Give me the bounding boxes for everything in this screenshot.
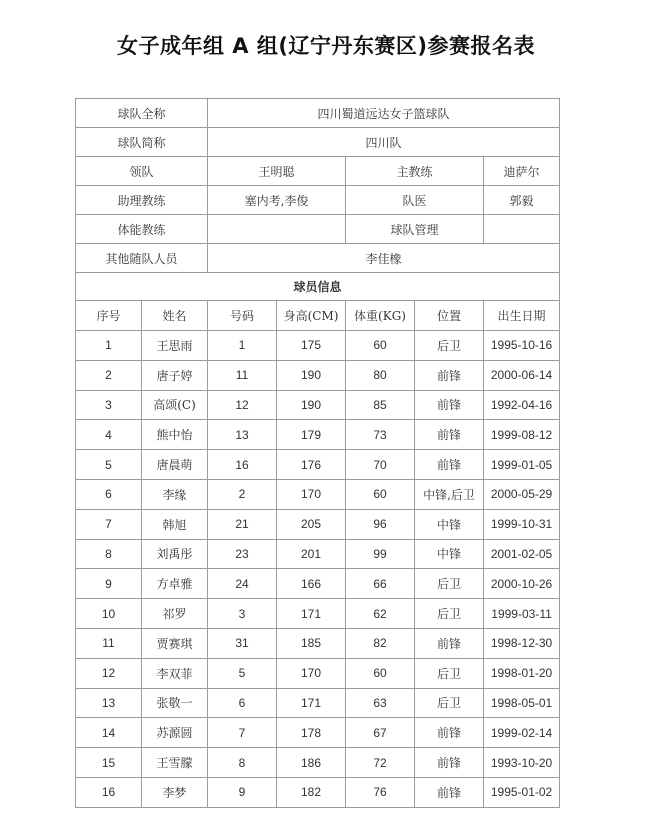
player-position: 前锋	[415, 360, 484, 390]
column-header-row	[76, 301, 560, 331]
player-number: 16	[208, 450, 277, 480]
player-index: 13	[76, 688, 142, 718]
player-height: 170	[277, 658, 346, 688]
player-height: 185	[277, 628, 346, 658]
player-birth-date: 1999-02-14	[484, 718, 560, 748]
player-position: 前锋	[415, 420, 484, 450]
leader-label: 领队	[76, 157, 208, 186]
player-name: 王思雨	[142, 331, 208, 361]
player-position: 前锋	[415, 777, 484, 807]
player-number: 7	[208, 718, 277, 748]
player-weight: 76	[346, 777, 415, 807]
registration-table	[75, 98, 560, 808]
player-height: 170	[277, 479, 346, 509]
row-full-name	[76, 99, 560, 128]
player-number: 23	[208, 539, 277, 569]
player-number: 31	[208, 628, 277, 658]
table-row	[76, 509, 560, 539]
player-height: 176	[277, 450, 346, 480]
player-weight: 82	[346, 628, 415, 658]
table-row	[76, 688, 560, 718]
section-title: 球员信息	[76, 273, 560, 301]
table-row	[76, 331, 560, 361]
table-row	[76, 569, 560, 599]
player-index: 1	[76, 331, 142, 361]
player-position: 前锋	[415, 748, 484, 778]
player-birth-date: 1999-03-11	[484, 599, 560, 629]
table-row	[76, 479, 560, 509]
player-name: 李双菲	[142, 658, 208, 688]
player-weight: 96	[346, 509, 415, 539]
player-number: 12	[208, 390, 277, 420]
player-name: 方卓雅	[142, 569, 208, 599]
player-index: 2	[76, 360, 142, 390]
player-birth-date: 2000-10-26	[484, 569, 560, 599]
player-birth-date: 2000-06-14	[484, 360, 560, 390]
player-name: 高颂(C)	[142, 390, 208, 420]
full-name-label: 球队全称	[76, 99, 208, 128]
row-assistant	[76, 186, 560, 215]
player-position: 前锋	[415, 628, 484, 658]
row-fitness	[76, 215, 560, 244]
table-row	[76, 599, 560, 629]
row-leader	[76, 157, 560, 186]
table-row	[76, 628, 560, 658]
column-header: 号码	[208, 301, 277, 331]
table-row	[76, 420, 560, 450]
player-index: 4	[76, 420, 142, 450]
player-position: 前锋	[415, 390, 484, 420]
player-index: 14	[76, 718, 142, 748]
table-row	[76, 360, 560, 390]
player-number: 5	[208, 658, 277, 688]
doctor-label: 队医	[346, 186, 484, 215]
player-index: 15	[76, 748, 142, 778]
player-birth-date: 1998-05-01	[484, 688, 560, 718]
player-index: 11	[76, 628, 142, 658]
player-birth-date: 2001-02-05	[484, 539, 560, 569]
player-weight: 60	[346, 331, 415, 361]
player-index: 5	[76, 450, 142, 480]
player-height: 178	[277, 718, 346, 748]
player-name: 张敬一	[142, 688, 208, 718]
leader-value: 王明聪	[208, 157, 346, 186]
player-number: 3	[208, 599, 277, 629]
doctor-value: 郭毅	[484, 186, 560, 215]
table-row	[76, 748, 560, 778]
player-name: 唐子婷	[142, 360, 208, 390]
assistant-value: 塞内考,李俊	[208, 186, 346, 215]
manager-label: 球队管理	[346, 215, 484, 244]
column-header: 身高(CM)	[277, 301, 346, 331]
player-birth-date: 1999-10-31	[484, 509, 560, 539]
player-position: 中锋	[415, 509, 484, 539]
player-number: 11	[208, 360, 277, 390]
player-number: 9	[208, 777, 277, 807]
fitness-label: 体能教练	[76, 215, 208, 244]
player-name: 王雪朦	[142, 748, 208, 778]
row-section-title	[76, 273, 560, 301]
player-number: 13	[208, 420, 277, 450]
player-name: 刘禹彤	[142, 539, 208, 569]
player-name: 李缘	[142, 479, 208, 509]
row-others	[76, 244, 560, 273]
player-height: 205	[277, 509, 346, 539]
player-height: 182	[277, 777, 346, 807]
assistant-label: 助理教练	[76, 186, 208, 215]
player-height: 166	[277, 569, 346, 599]
head-coach-label: 主教练	[346, 157, 484, 186]
player-position: 后卫	[415, 658, 484, 688]
player-index: 9	[76, 569, 142, 599]
column-header: 序号	[76, 301, 142, 331]
player-position: 后卫	[415, 599, 484, 629]
table-row	[76, 718, 560, 748]
player-weight: 70	[346, 450, 415, 480]
fitness-value	[208, 215, 346, 244]
player-weight: 66	[346, 569, 415, 599]
player-position: 后卫	[415, 569, 484, 599]
head-coach-value: 迪萨尔	[484, 157, 560, 186]
manager-value	[484, 215, 560, 244]
table-row	[76, 658, 560, 688]
player-name: 韩旭	[142, 509, 208, 539]
player-birth-date: 2000-05-29	[484, 479, 560, 509]
table-row	[76, 390, 560, 420]
player-name: 苏源圆	[142, 718, 208, 748]
player-name: 熊中怡	[142, 420, 208, 450]
player-birth-date: 1998-12-30	[484, 628, 560, 658]
player-weight: 72	[346, 748, 415, 778]
player-position: 后卫	[415, 331, 484, 361]
table-body	[76, 99, 560, 808]
player-weight: 73	[346, 420, 415, 450]
player-birth-date: 1995-01-02	[484, 777, 560, 807]
player-index: 3	[76, 390, 142, 420]
player-weight: 62	[346, 599, 415, 629]
player-weight: 99	[346, 539, 415, 569]
player-weight: 60	[346, 479, 415, 509]
player-position: 中锋,后卫	[415, 479, 484, 509]
column-header: 出生日期	[484, 301, 560, 331]
row-short-name	[76, 128, 560, 157]
player-weight: 85	[346, 390, 415, 420]
table-row	[76, 450, 560, 480]
player-name: 贾赛琪	[142, 628, 208, 658]
player-index: 12	[76, 658, 142, 688]
player-birth-date: 1995-10-16	[484, 331, 560, 361]
player-height: 175	[277, 331, 346, 361]
player-index: 6	[76, 479, 142, 509]
player-height: 201	[277, 539, 346, 569]
player-birth-date: 1992-04-16	[484, 390, 560, 420]
short-name-value: 四川队	[208, 128, 560, 157]
player-height: 186	[277, 748, 346, 778]
page-title: 女子成年组 A 组(辽宁丹东赛区)参赛报名表	[116, 34, 536, 58]
player-name: 祁罗	[142, 599, 208, 629]
column-header: 姓名	[142, 301, 208, 331]
player-weight: 60	[346, 658, 415, 688]
table-row	[76, 539, 560, 569]
player-number: 6	[208, 688, 277, 718]
others-value: 李佳橡	[208, 244, 560, 273]
player-position: 前锋	[415, 450, 484, 480]
player-birth-date: 1999-01-05	[484, 450, 560, 480]
column-header: 位置	[415, 301, 484, 331]
player-index: 10	[76, 599, 142, 629]
column-header: 体重(KG)	[346, 301, 415, 331]
player-number: 8	[208, 748, 277, 778]
player-index: 8	[76, 539, 142, 569]
table-row	[76, 777, 560, 807]
player-name: 唐晨萌	[142, 450, 208, 480]
player-birth-date: 1999-08-12	[484, 420, 560, 450]
player-birth-date: 1993-10-20	[484, 748, 560, 778]
player-position: 前锋	[415, 718, 484, 748]
player-index: 7	[76, 509, 142, 539]
player-height: 171	[277, 599, 346, 629]
player-birth-date: 1998-01-20	[484, 658, 560, 688]
full-name-value: 四川蜀道远达女子篮球队	[208, 99, 560, 128]
player-number: 1	[208, 331, 277, 361]
player-number: 2	[208, 479, 277, 509]
player-height: 179	[277, 420, 346, 450]
player-position: 中锋	[415, 539, 484, 569]
player-weight: 80	[346, 360, 415, 390]
player-height: 171	[277, 688, 346, 718]
others-label: 其他随队人员	[76, 244, 208, 273]
player-number: 21	[208, 509, 277, 539]
player-weight: 63	[346, 688, 415, 718]
player-height: 190	[277, 390, 346, 420]
player-weight: 67	[346, 718, 415, 748]
player-position: 后卫	[415, 688, 484, 718]
player-index: 16	[76, 777, 142, 807]
short-name-label: 球队简称	[76, 128, 208, 157]
player-name: 李梦	[142, 777, 208, 807]
player-number: 24	[208, 569, 277, 599]
player-height: 190	[277, 360, 346, 390]
